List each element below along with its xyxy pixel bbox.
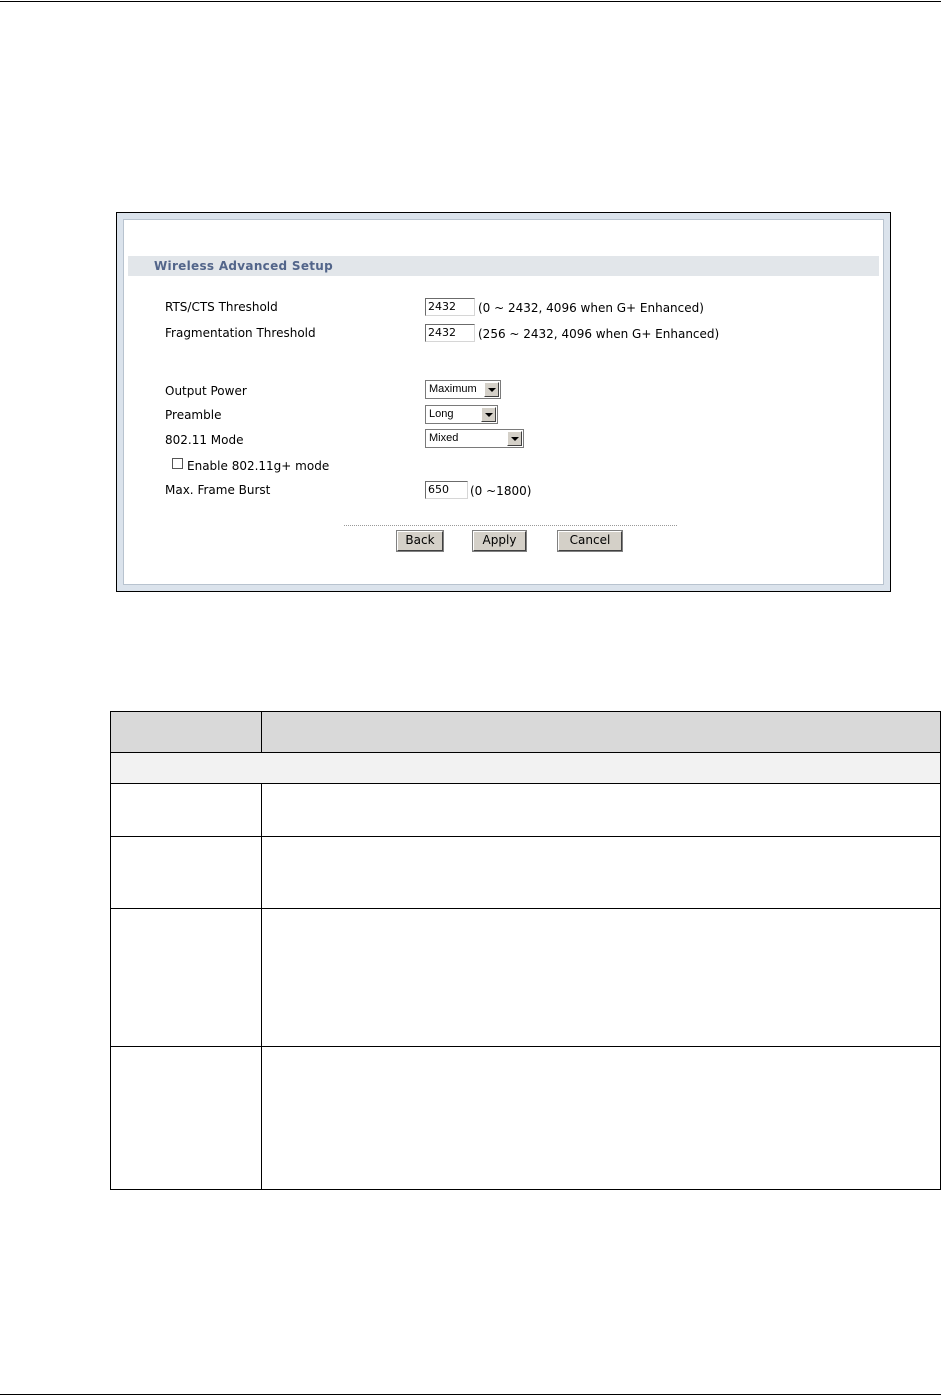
preamble-value: Long xyxy=(429,408,454,420)
chevron-down-icon[interactable] xyxy=(507,431,522,446)
fragmentation-threshold-hint: (256 ~ 2432, 4096 when G+ Enhanced) xyxy=(478,327,720,341)
802-11-mode-value: Mixed xyxy=(429,432,459,444)
max-frame-burst-hint: (0 ~1800) xyxy=(470,484,532,498)
rts-cts-threshold-hint: (0 ~ 2432, 4096 when G+ Enhanced) xyxy=(478,301,704,315)
field-description-table xyxy=(110,711,941,1190)
802-11-mode-label: 802.11 Mode xyxy=(165,433,244,447)
screen-content xyxy=(123,219,884,585)
button-divider xyxy=(344,525,677,526)
enable-802-11g-plus-checkbox[interactable] xyxy=(172,458,183,469)
rts-cts-threshold-label: RTS/CTS Threshold xyxy=(165,300,278,314)
table-row-divider xyxy=(111,1046,940,1047)
max-frame-burst-input[interactable]: 650 xyxy=(425,481,468,499)
table-column-divider xyxy=(261,783,262,1190)
wireless-advanced-setup-screenshot xyxy=(116,212,891,592)
section-header-bar xyxy=(128,256,879,276)
fragmentation-threshold-input[interactable]: 2432 xyxy=(425,324,475,342)
table-row-divider xyxy=(111,836,940,837)
table-section-row xyxy=(111,753,940,784)
rts-cts-threshold-input[interactable]: 2432 xyxy=(425,298,475,316)
output-power-select[interactable] xyxy=(425,380,501,399)
output-power-value: Maximum xyxy=(429,383,477,395)
802-11-mode-select[interactable] xyxy=(425,429,524,448)
table-row-divider xyxy=(111,908,940,909)
chevron-down-icon[interactable] xyxy=(481,407,496,422)
page-bottom-rule xyxy=(0,1394,941,1395)
preamble-label: Preamble xyxy=(165,408,222,422)
section-title: Wireless Advanced Setup xyxy=(154,259,334,273)
preamble-select[interactable] xyxy=(425,405,498,424)
chevron-down-icon[interactable] xyxy=(484,382,499,397)
cancel-button[interactable]: Cancel xyxy=(558,531,622,551)
back-button[interactable]: Back xyxy=(397,531,443,551)
max-frame-burst-label: Max. Frame Burst xyxy=(165,483,271,497)
table-column-divider xyxy=(261,712,262,752)
output-power-label: Output Power xyxy=(165,384,247,398)
fragmentation-threshold-label: Fragmentation Threshold xyxy=(165,326,316,340)
table-header-row xyxy=(111,712,940,753)
enable-802-11g-plus-label: Enable 802.11g+ mode xyxy=(187,459,330,473)
apply-button[interactable]: Apply xyxy=(473,531,526,551)
page-top-rule xyxy=(0,1,941,2)
